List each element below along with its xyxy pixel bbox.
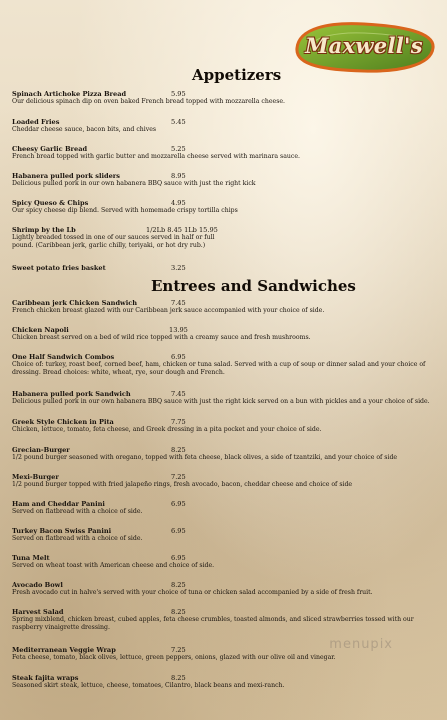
item-description: Our delicious spinach dip on oven baked French bread topped with mozzarella cheese. bbox=[12, 98, 285, 105]
item-name: Greek Style Chicken in Pita bbox=[12, 418, 114, 426]
item-description: Seasoned skirt steak, lettuce, cheese, tomatoes, Cilantro, black beans and mexi-ranch. bbox=[12, 682, 285, 689]
item-name: Habanera pulled pork Sandwich bbox=[12, 390, 131, 398]
item-price: 8.25 bbox=[171, 581, 186, 589]
item-price: 8.25 bbox=[171, 608, 186, 616]
item-description: Served on flatbread with a choice of side. bbox=[12, 508, 143, 515]
item-name: Grecian-Burger bbox=[12, 446, 70, 454]
item-description: Feta cheese, tomato, black olives, lettuce, green peppers, onions, glazed with our olive oil and vinegar. bbox=[12, 654, 336, 661]
item-price: 8.25 bbox=[171, 674, 186, 682]
item-price: 3.25 bbox=[171, 264, 186, 272]
item-name: Cheesy Garlic Bread bbox=[12, 145, 88, 153]
item-price: 6.95 bbox=[171, 353, 186, 361]
item-description: Lightly breaded tossed in one of our sauces served in half or full pound. (Caribbean jerk, garlic chilly, teriyaki, or hot dry rub.) bbox=[12, 234, 215, 249]
item-price: 7.25 bbox=[171, 473, 186, 481]
item-price: 13.95 bbox=[169, 326, 188, 334]
item-price: 6.95 bbox=[171, 500, 186, 508]
item-description: Served on wheat toast with American cheese and choice of side. bbox=[12, 562, 215, 569]
section-title-entrees: Entrees and Sandwiches bbox=[151, 277, 356, 295]
item-price: 7.75 bbox=[171, 418, 186, 426]
item-name: Ham and Cheddar Panini bbox=[12, 500, 105, 508]
item-name: Avocado Bowl bbox=[12, 581, 63, 589]
item-description: 1/2 pound burger topped with fried jalapeño rings, fresh avocado, bacon, cheddar cheese and choice of side bbox=[12, 481, 353, 488]
section-title-appetizers: Appetizers bbox=[192, 66, 282, 84]
item-price: 1/2Lb 8.45 1Lb 15.95 bbox=[146, 226, 218, 234]
item-name: Steak fajita wraps bbox=[12, 674, 79, 682]
item-price: 8.25 bbox=[171, 446, 186, 454]
watermark: menupix bbox=[329, 637, 393, 652]
item-price: 7.25 bbox=[171, 646, 186, 654]
item-price: 6.95 bbox=[171, 527, 186, 535]
logo-text: Maxwell's bbox=[305, 33, 423, 58]
item-description: Served on flatbread with a choice of side. bbox=[12, 535, 143, 542]
item-name: Turkey Bacon Swiss Panini bbox=[12, 527, 112, 535]
item-name: Shrimp by the Lb bbox=[12, 226, 76, 234]
item-price: 5.45 bbox=[171, 118, 186, 126]
item-description: Delicious pulled pork in our own habanera BBQ sauce with just the right kick bbox=[12, 180, 256, 187]
item-price: 8.95 bbox=[171, 172, 186, 180]
item-name: Mediterranean Veggie Wrap bbox=[12, 646, 116, 654]
item-name: Habanera pulled pork sliders bbox=[12, 172, 120, 180]
item-description: French bread topped with garlic butter and mozzarella cheese served with marinara sauce. bbox=[12, 153, 300, 160]
item-description: Spring mixblend, chicken breast, cubed apples, feta cheese crumbles, toasted almonds, and sliced strawberries tossed with our raspberry vinaigrette dressing. bbox=[12, 616, 414, 631]
item-description: Chicken breast served on a bed of wild rice topped with a creamy sauce and fresh mushrooms. bbox=[12, 334, 311, 341]
item-name: Harvest Salad bbox=[12, 608, 64, 616]
item-description: Choice of: turkey, roast beef, corned beef, ham, chicken or tuna salad. Served with a cup of soup or dinner salad and your choice of dressing. Bread choices: white, wheat, rye, sour dough and French. bbox=[12, 361, 426, 376]
item-price: 6.95 bbox=[171, 554, 186, 562]
item-name: Chicken Napoli bbox=[12, 326, 69, 334]
item-name: Spinach Artichoke Pizza Bread bbox=[12, 90, 127, 98]
item-description: French chicken breast glazed with our Caribbean jerk sauce accompanied with your choice of side. bbox=[12, 307, 325, 314]
item-name: Loaded Fries bbox=[12, 118, 60, 126]
item-name: Spicy Queso & Chips bbox=[12, 199, 89, 207]
item-description: Our spicy cheese dip blend. Served with homemade crispy tortilla chips bbox=[12, 207, 238, 214]
item-name: Mexi-Burger bbox=[12, 473, 59, 481]
item-name: Caribbean jerk Chicken Sandwich bbox=[12, 299, 138, 307]
item-description: Delicious pulled pork in our own habanera BBQ sauce with just the right kick served on a bun with pickles and a your choice of side. bbox=[12, 398, 430, 405]
item-price: 7.45 bbox=[171, 390, 186, 398]
item-price: 4.95 bbox=[171, 199, 186, 207]
item-price: 7.45 bbox=[171, 299, 186, 307]
item-name: Tuna Melt bbox=[12, 554, 50, 562]
item-name: One Half Sandwich Combos bbox=[12, 353, 115, 361]
item-description: Cheddar cheese sauce, bacon bits, and chives bbox=[12, 126, 157, 133]
item-name: Sweet potato fries basket bbox=[12, 264, 106, 272]
item-price: 5.25 bbox=[171, 145, 186, 153]
restaurant-logo bbox=[289, 18, 439, 76]
item-description: 1/2 pound burger seasoned with oregano, topped with feta cheese, black olives, a side of tzantziki, and your choice of side bbox=[12, 454, 398, 461]
item-price: 5.95 bbox=[171, 90, 186, 98]
item-description: Chicken, lettuce, tomato, feta cheese, and Greek dressing in a pita pocket and your choice of side. bbox=[12, 426, 322, 433]
item-description: Fresh avocado cut in halve's served with your choice of tuna or chicken salad accompanied by a side of fresh fruit. bbox=[12, 589, 373, 596]
